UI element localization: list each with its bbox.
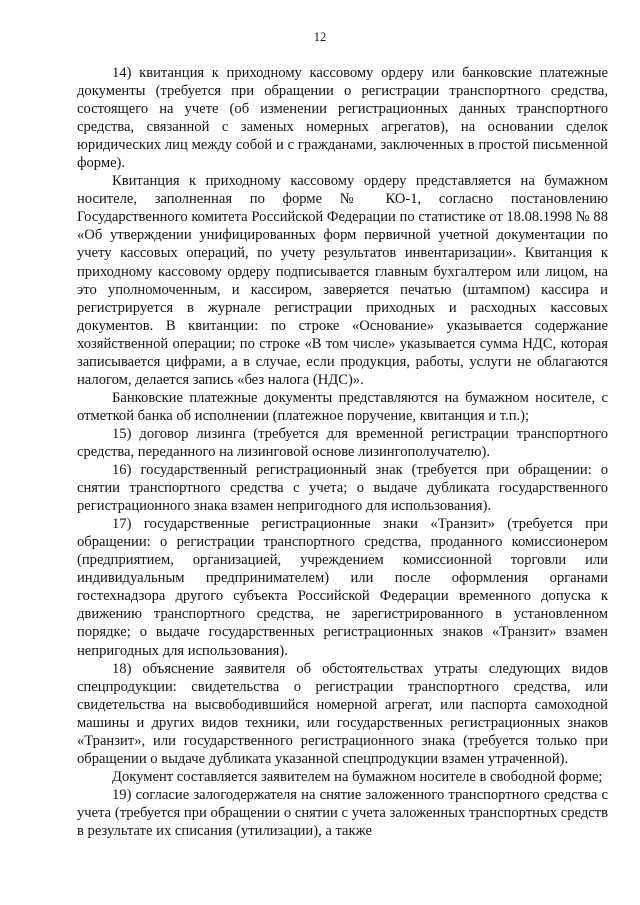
page-number: 12 (313, 30, 327, 44)
paragraph-free-form-note: Документ составляется заявителем на бумажном носителе в свободной форме; (112, 768, 603, 785)
document-body (77, 64, 608, 840)
paragraph-receipt-description: Квитанция к приходному кассовому ордеру представляется на бумажном носителе, заполненная по форме № КО-1, согласно постановлению Государственного комитета Российской Федерации по статистике от 18.08.1998 № 88 «Об утверждении унифицированных форм первичной учетной документации по учету кассовых операций, по учету результатов инвентаризации». Квитанция к приходному кассовому ордеру подписывается главным бухгалтером или лицом, на это уполномоченным, и кассиром, заверяется печатью (штампом) кассира и регистрируется в журнале регистрации приходных и расходных кассовых документов. В квитанции: по строке «Основание» указывается содержание хозяйственной операции; по строке «В том числе» указывается сумма НДС, которая записывается цифрами, а в случае, если продукция, работы, услуги не облагаются налогом, делается запись «без налога (НДС)». (77, 173, 608, 388)
paragraph-item-15: 15) договор лизинга (требуется для временной регистрации транспортного средства, переданного на лизинговой основе лизингополучателю). (77, 425, 608, 460)
paragraph-item-17: 17) государственные регистрационные знаки «Транзит» (требуется при обращении: о регистрации транспортного средства, проданного комиссионером (предприятием, организацией, учреждением комиссионной торговли или индивидуальным предпринимателем) или после оформления органами гостехнадзора другого субъекта Российской Федерации временного допуска к движению транспортного средства, не зарегистрированного в установленном порядке; о выдаче государственных регистрационных знаков «Транзит» взамен непригодных для использования). (77, 516, 608, 659)
paragraph-bank-documents: Банковские платежные документы представляются на бумажном носителе, с отметкой банка об исполнении (платежное поручение, квитанция и т.п.); (77, 389, 608, 424)
paragraph-item-19: 19) согласие залогодержателя на снятие заложенного транспортного средства с учета (требуется при обращении о снятии с учета заложенных транспортных средств в результате их списания (утилизации), а также (77, 786, 608, 839)
paragraph-item-18: 18) объяснение заявителя об обстоятельствах утраты следующих видов спецпродукции: свидетельства о регистрации транспортного средства, или свидетельства на высвободившийся номерной агрегат, или паспорта самоходной машины и других видов техники, или государственных регистрационных знаков «Транзит», или государственного регистрационного знака (требуется только при обращении о выдаче дубликата указанной спецпродукции взамен утраченной). (77, 660, 608, 767)
paragraph-item-16: 16) государственный регистрационный знак (требуется при обращении: о снятии транспортного средства с учета; о выдаче дубликата государственного регистрационного знака взамен непригодного для использования). (77, 462, 608, 515)
paragraph-item-14: 14) квитанция к приходному кассовому ордеру или банковские платежные документы (требуется при обращении о регистрации транспортного средства, состоящего на учете (об изменении регистрационных данных транспортного средства, связанной с заменых номерных агрегатов), на основании сделок юридических лиц между собой и с гражданами, заключенных в простой письменной форме). (77, 65, 608, 172)
